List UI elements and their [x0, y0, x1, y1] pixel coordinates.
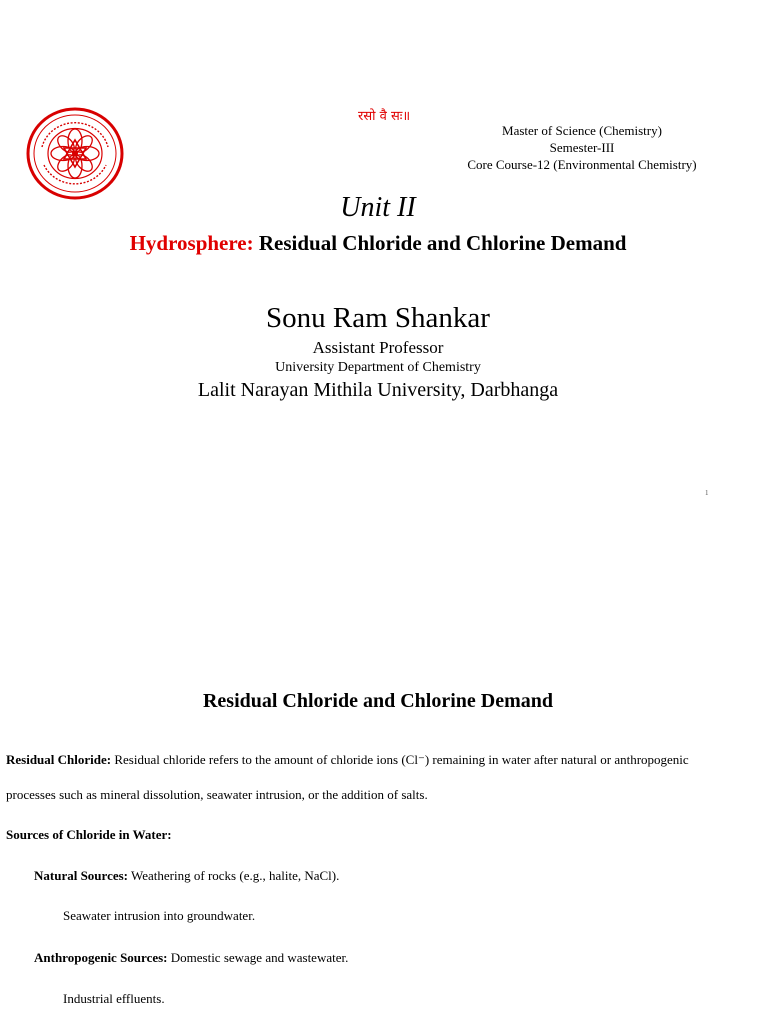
natural-text: Weathering of rocks (e.g., halite, NaCl).: [128, 868, 340, 883]
title-prefix: Hydrosphere:: [129, 231, 254, 255]
author-university: Lalit Narayan Mithila University, Darbhanga: [197, 379, 559, 401]
anthro-label: Anthropogenic Sources:: [34, 950, 168, 965]
residual-label: Residual Chloride:: [6, 752, 112, 767]
unit-title: Unit II: [340, 192, 416, 223]
natural-sources-subitem: Seawater intrusion into groundwater.: [63, 908, 256, 923]
anthro-text: Domestic sewage and wastewater.: [167, 950, 349, 965]
residual-chloride-paragraph: [6, 751, 766, 768]
document-title: [0, 231, 756, 256]
sources-heading: Sources of Chloride in Water:: [6, 827, 172, 842]
anthropogenic-sources-item: [34, 949, 348, 966]
title-rest: Residual Chloride and Chlorine Demand: [253, 231, 627, 255]
residual-paragraph-continuation: processes such as mineral dissolution, seawater intrusion, or the addition of salts.: [6, 787, 428, 802]
author-department: University Department of Chemistry: [275, 360, 481, 375]
natural-sources-item: [34, 867, 339, 884]
author-name: Sonu Ram Shankar: [266, 302, 490, 334]
page-number: 1: [705, 489, 709, 497]
course-degree: Master of Science (Chemistry): [502, 123, 662, 138]
natural-label: Natural Sources:: [34, 868, 129, 883]
course-semester: Semester-III: [549, 140, 615, 155]
university-seal-logo: [26, 107, 124, 200]
author-designation: Assistant Professor: [312, 338, 444, 357]
anthropogenic-sources-subitem: Industrial effluents.: [63, 991, 165, 1006]
course-name: Core Course-12 (Environmental Chemistry): [467, 157, 697, 172]
sanskrit-motto: रसो वै सः॥: [358, 109, 411, 124]
residual-text: Residual chloride refers to the amount of chloride ions (Cl⁻) remaining in water after natural or anthropogenic: [111, 752, 689, 767]
section-heading: Residual Chloride and Chlorine Demand: [202, 690, 554, 712]
